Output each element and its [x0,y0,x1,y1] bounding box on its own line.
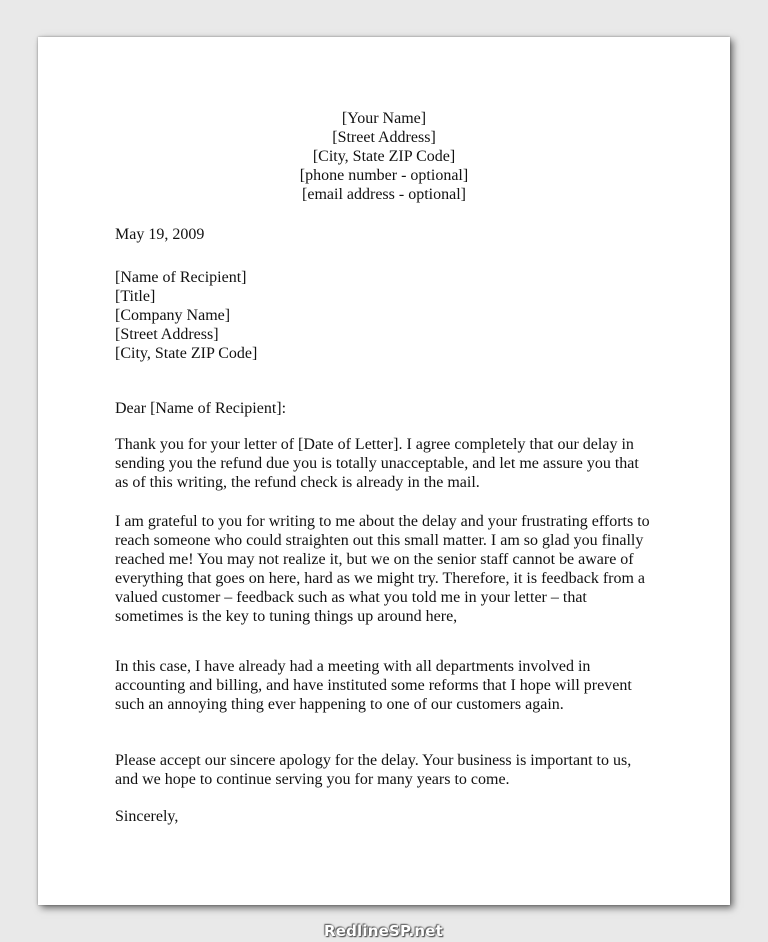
body-paragraph: Thank you for your letter of [Date of Letter]. I agree completely that our delay in sending you the refund due you is totally unacceptable, and let me assure you that as of this writing, the refund check is already in the mail. [115,436,639,491]
letter-date: May 19, 2009 [115,226,205,243]
recipient-city-state-zip: [City, State ZIP Code] [115,345,258,362]
body-paragraph: I am grateful to you for writing to me about the delay and your frustrating efforts to reach someone who could straighten out this small matter. I am so glad you finally reached me! You may not realize it, but we on the senior staff cannot be aware of everything that goes on here, hard as we might try. Therefore, it is feedback from a valued customer – feedback such as what you told me in your letter – that sometimes is the key to tuning things up around here, [115,513,650,625]
body-paragraph: Please accept our sincere apology for the delay. Your business is important to us, and we hope to continue serving you for many years to come. [115,752,632,788]
sender-email: [email address - optional] [302,186,466,203]
recipient-company: [Company Name] [115,307,231,324]
recipient-address-block [115,268,655,363]
closing: Sincerely, [115,808,179,825]
sender-name: [Your Name] [341,110,427,127]
body-paragraph: In this case, I have already had a meeting with all departments involved in accounting and billing, and have instituted some reforms that I hope will prevent such an annoying thing ever happening to one of our customers again. [115,658,632,713]
sender-city-state-zip: [City, State ZIP Code] [312,148,456,165]
sender-phone: [phone number - optional] [299,167,469,184]
sender-street-address: [Street Address] [332,129,436,146]
salutation: Dear [Name of Recipient]: [115,400,287,417]
recipient-title: [Title] [115,288,156,305]
letter-page [38,37,730,905]
site-watermark: RedlineSP.net [324,922,443,940]
sender-address-block [38,109,730,204]
recipient-street-address: [Street Address] [115,326,219,343]
recipient-name: [Name of Recipient] [115,269,247,286]
